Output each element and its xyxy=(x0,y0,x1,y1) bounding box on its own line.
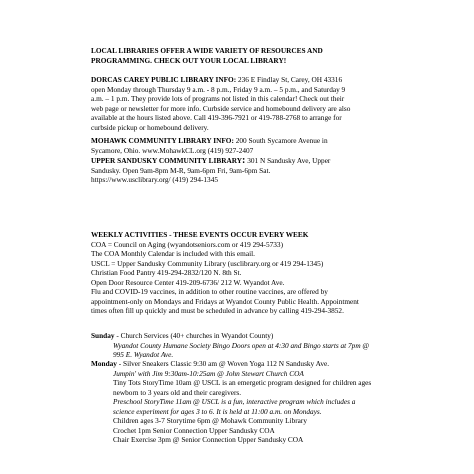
dorcas-name: DORCAS CAREY PUBLIC LIBRARY INFO: xyxy=(91,75,237,84)
intro-block xyxy=(91,46,391,65)
monday-block xyxy=(91,359,391,445)
weekly-line: Open Door Resource Center 419-209-6736/ 212 W. Wyandot Ave. xyxy=(91,277,285,287)
dorcas-line: curbside pickup or homebound delivery. xyxy=(91,122,209,132)
sandusky-line-1 xyxy=(91,156,391,166)
children-line: Children ages 3-7 Storytime 6pm @ Mohawk Community Library xyxy=(113,416,307,425)
dorcas-line: web page or newsletter for more info. Curbside service and homebound delivery are also xyxy=(91,103,351,113)
sunday-block xyxy=(91,331,391,360)
weekly-line: times often fill up quickly and must be scheduled in advance by calling 419-294-3852. xyxy=(91,306,344,315)
jumpin-line: Jumpin' with Jim 9:30am-10:25am @ John Stewart Church COA xyxy=(113,368,304,378)
dorcas-line-1 xyxy=(91,75,391,85)
sandusky-address: 301 N Sandusky Ave, Upper xyxy=(245,156,331,165)
monday-text: - Silver Sneakers Classic 9:30 am @ Woven Yoga 112 N Sandusky Ave. xyxy=(116,359,330,368)
weekly-block xyxy=(91,230,391,316)
sandusky-line-3: https://www.usclibrary.org/ (419) 294-1345 xyxy=(91,175,219,184)
monday-line-1 xyxy=(91,359,391,369)
dorcas-line: open Monday through Thursday 9 a.m. - 8 p.m., Friday 9 a.m. – 5 p.m., and Saturday 9 xyxy=(91,84,346,94)
chair-line: Chair Exercise 3pm @ Senior Connection Upper Sandusky COA xyxy=(113,435,304,444)
sandusky-line-2: Sandusky. Open 9am-8pm M-R, 9am-6pm Fri, 9am-6pm Sat. xyxy=(91,165,271,175)
crochet-line: Crochet 1pm Senior Connection Upper Sandusky COA xyxy=(113,425,275,435)
sandusky-marker: : xyxy=(242,155,246,166)
weekly-title: WEEKLY ACTIVITIES - THESE EVENTS OCCUR EVERY WEEK xyxy=(91,230,309,239)
humane-line-1: Wyandot County Humane Society Bingo Doors open at 4:30 and Bingo starts at 7pm @ xyxy=(113,340,370,350)
sunday-label: Sunday xyxy=(91,331,115,340)
monday-label: Monday xyxy=(91,359,117,368)
intro-line-1: LOCAL LIBRARIES OFFER A WIDE VARIETY OF RESOURCES AND xyxy=(91,46,323,55)
mohawk-name: MOHAWK COMMUNITY LIBRARY INFO: xyxy=(91,136,234,145)
dorcas-address: 236 E Findlay St, Carey, OH 43316 xyxy=(236,75,343,84)
mohawk-line-1 xyxy=(91,136,391,146)
humane-line-2: 995 E. Wyandot Ave. xyxy=(113,350,174,359)
weekly-line: Christian Food Pantry 419-294-2832/120 N. 8th St. xyxy=(91,268,242,277)
weekly-line: Flu and COVID-19 vaccines, in addition to other routine vaccines, are offered by xyxy=(91,287,328,296)
intro-line-2: PROGRAMMING. CHECK OUT YOUR LOCAL LIBRARY! xyxy=(91,55,287,65)
dorcas-block xyxy=(91,75,391,132)
tinytots-line-1: Tiny Tots StoryTime 10am @ USCL is an emergetic program designed for children ages xyxy=(113,378,372,387)
tinytots-line-2: newborn to 3 years old and their caregivers. xyxy=(113,387,242,397)
weekly-line: USCL = Upper Sandusky Community Library (usclibrary.org or 419 294-1345) xyxy=(91,258,324,268)
preschool-line-2: science experiment for ages 3 to 6. It is held at 11:00 a.m. on Mondays. xyxy=(113,406,322,416)
weekly-line: COA = Council on Aging (wyandotseniors.com or 419 294-5733) xyxy=(91,239,283,249)
weekly-line: appointment-only on Mondays and Fridays at Wyandot County Public Health. Appointment xyxy=(91,296,359,306)
sunday-line-1 xyxy=(91,331,391,341)
preschool-line-1: Preschool StoryTime 11am @ USCL is a fun, interactive program which includes a xyxy=(113,397,356,406)
weekly-line: The COA Monthly Calendar is included with this email. xyxy=(91,249,255,258)
mohawk-address: 200 South Sycamore Avenue in xyxy=(233,136,328,145)
sandusky-name: UPPER SANDUSKY COMMUNITY LIBRARY xyxy=(91,156,243,165)
sandusky-block xyxy=(91,156,391,185)
mohawk-block xyxy=(91,136,391,155)
dorcas-line: a.m. – 1 p.m. They provide lots of programs not listed in this calendar! Check out their xyxy=(91,94,345,103)
dorcas-line: available at the hours listed above. Call 419-396-7921 or 419-788-2768 to arrange for xyxy=(91,113,342,122)
mohawk-line-2: Sycamore, Ohio. www.MohawkCL.org (419) 927-2407 xyxy=(91,145,254,155)
sunday-text: - Church Services (40+ churches in Wyandot County) xyxy=(114,331,274,340)
